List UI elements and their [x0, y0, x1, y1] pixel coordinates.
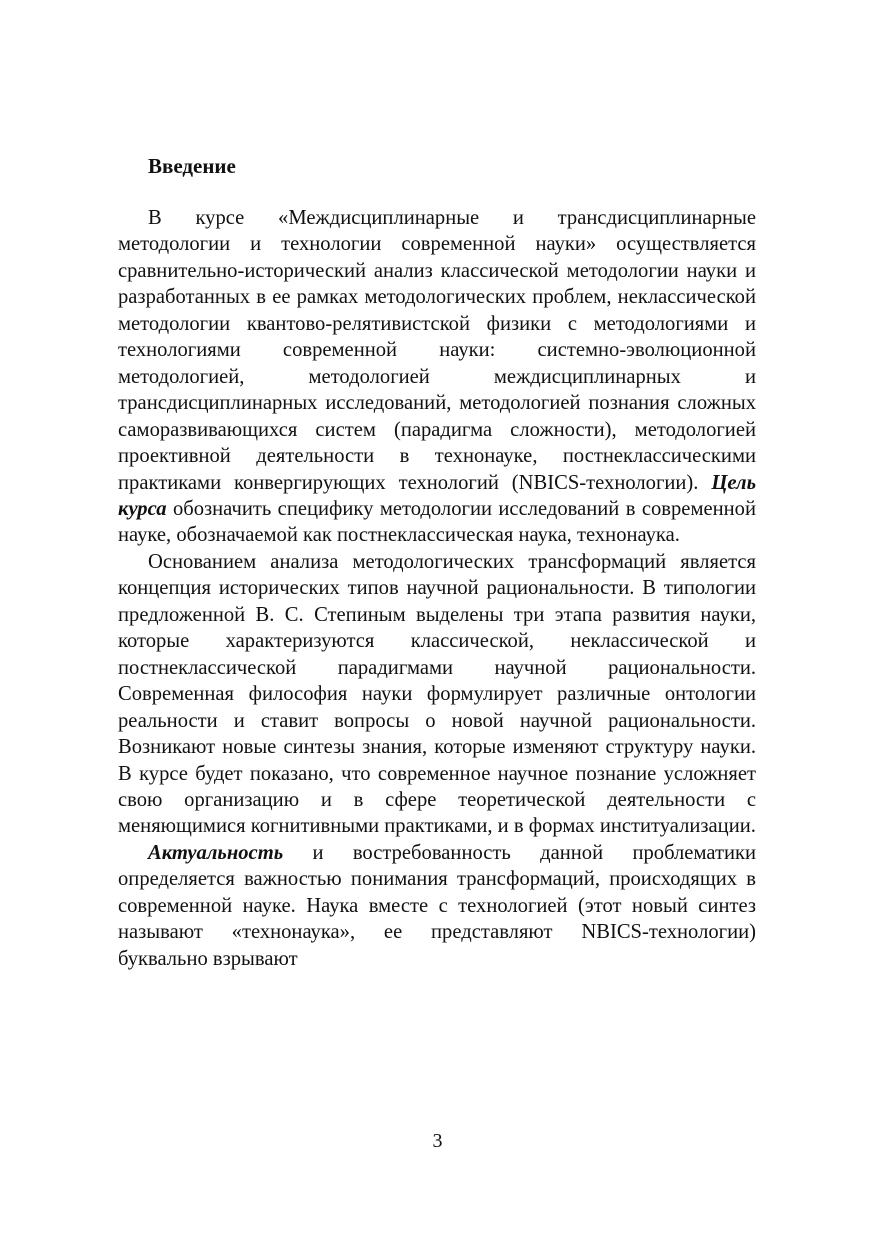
- body-text: [118, 205, 756, 972]
- paragraph-rationality-types: [118, 549, 756, 840]
- paragraph-text-tail: обозначить специфику методологии исследований в современной науке, обозначаемой как постнеклассическая наука, технонаука.: [118, 497, 756, 547]
- emphasis-relevance: Актуальность: [148, 841, 284, 864]
- paragraph-text: Основанием анализа методологических трансформаций является концепция исторических типов научной рациональности. В типологии предложенной В. С. Степиным выделены три этапа развития науки, которые характеризуются классической, неклассической и постнеклассической парадигмами научной рациональности. Современная философия науки формулирует различные онтологии реальности и ставит вопросы о новой научной рациональности. Возникают новые синтезы знания, которые изменяют структуру науки. В курсе будет показано, что современное научное познание усложняет свою организацию и в сфере теоретической деятельности с меняющимися когнитивными практиками, и в формах институализации.: [118, 550, 756, 838]
- emphasis-course-goal: Цель курса: [118, 471, 756, 520]
- paragraph-relevance: [118, 840, 756, 972]
- paragraph-text: В курсе «Междисциплинарные и трансдисциплинарные методологии и технологии современной науки» осуществляется сравнительно-исторический анализ классической методологии науки и разработанных в ее рамках методологических проблем, неклассической методологии квантово-релятивистской физики с методологиями и технологиями современной науки: системно-эволюционной методологией, методологией междисциплинарных и трансдисциплинарных исследований, методологией познания сложных саморазвивающихся систем (парадигма сложности), методологией проективной деятельности в технонауке, постнеклассическими практиками конвергирующих технологий (NBICS-технологии).: [118, 207, 756, 494]
- section-heading: Введение: [148, 154, 236, 178]
- page-number: 3: [432, 1130, 443, 1152]
- paragraph-course-overview: [118, 205, 756, 549]
- paragraph-text: и востребованность данной проблематики определяется важностью понимания трансформаций, происходящих в современной науке. Наука вместе с технологией (этот новый синтез называют «технонаука», ее представляют NBICS-технологии) буквально взрывают: [118, 841, 756, 970]
